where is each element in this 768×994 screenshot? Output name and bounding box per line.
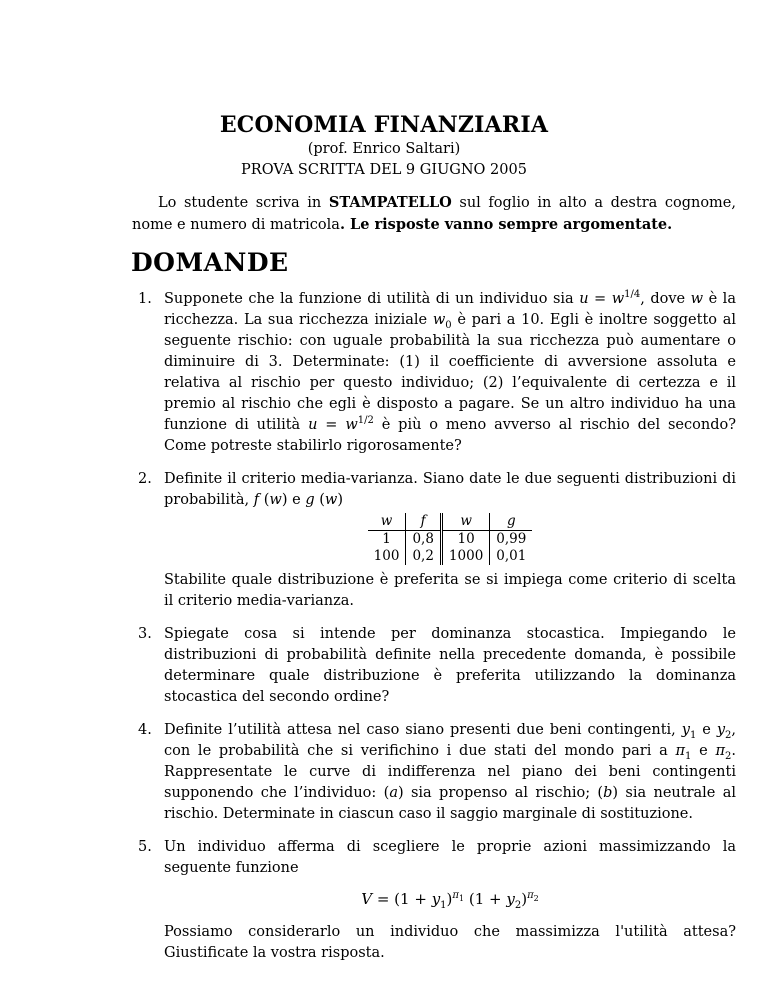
table-row	[368, 548, 533, 565]
question-number: 2.	[138, 471, 152, 487]
question-number: 4.	[138, 722, 152, 738]
table-cell: 0,99	[496, 531, 527, 547]
question-1-text: Supponete che la funzione di utilità di un individuo sia $u = w^{1/4}$, dove w è la ricchezza. La sua ricchezza iniziale $w_0$ è pari a 10. Egli è inoltre soggetto al seguente rischio: con uguale probabilità la sua ricchezza può aumentare o diminuire di 3. Determinate: (1) il coefficiente di avversione assoluta e relativa al rischio per questo individuo; (2) l’equivalente di certezza e il premio al rischio che egli è disposto a pagare. Se un altro individuo ha una funzione di utilità $u = w^{1/2}$ è più o meno avverso al rischio del secondo? Come potreste stabilirlo rigorosamente?	[164, 289, 736, 454]
instructions-text-a: Lo studente scriva in	[158, 195, 329, 211]
question-3	[132, 624, 736, 708]
instructions-text-b: sul foglio in alto a destra cognome, nome e numero di matricola	[132, 195, 736, 233]
question-3-text: Spiegate cosa si intende per dominanza stocastica. Impiegando le distribuzioni di probabilità definite nella precedente domanda, è possibile determinare quale distribuzione è preferita utilizzando la dominanza stocastica del secondo ordine?	[164, 626, 736, 705]
question-1	[132, 289, 736, 457]
professor-name: (prof. Enrico Saltari)	[307, 141, 461, 157]
table-cell: 0,8	[406, 531, 441, 549]
question-list	[132, 289, 736, 976]
question-2-followup: Stabilite quale distribuzione è preferita se si impiega come criterio di scelta il criterio media-varianza.	[164, 572, 736, 609]
table-header-cell: f	[406, 513, 441, 531]
exam-date: PROVA SCRITTA DEL 9 GIUGNO 2005	[241, 162, 527, 178]
question-4	[132, 720, 736, 825]
question-5	[132, 837, 736, 964]
question-number: 1.	[138, 291, 152, 307]
instructions	[132, 192, 736, 236]
table-cell: 1000	[441, 548, 489, 565]
question-4-text: Definite l’utilità attesa nel caso siano presenti due beni contingenti, $y_1$ e $y_2$, con le probabilità che si verifichino i due stati del mondo pari a $\pi_1$ e $\pi_2$. Rappresentate le curve di indifferenza nel piano dei beni contingenti supponendo che l’individuo: (a) sia propenso al rischio; (b) sia neutrale al rischio. Determinate in ciascun caso il saggio marginale di sostituzione.	[164, 722, 736, 822]
table-header-cell: g	[490, 513, 533, 531]
table-row	[368, 531, 533, 549]
question-2	[132, 469, 736, 612]
table-cell: 10	[441, 531, 489, 549]
question-5-followup: Possiamo considerarlo un individuo che massimizza l'utilità attesa? Giustificate la vostra risposta.	[164, 924, 736, 961]
table-cell: 100	[368, 548, 406, 565]
question-5-text: Un individuo afferma di scegliere le proprie azioni massimizzando la seguente funzione	[164, 839, 736, 876]
instructions-bold-a: STAMPATELLO	[328, 194, 452, 211]
table-cell: 0,2	[406, 548, 441, 565]
table-cell: 0,01	[496, 548, 527, 564]
table-header-cell: w	[368, 513, 406, 531]
table-header-cell: w	[441, 513, 489, 531]
section-heading: DOMANDE	[131, 248, 289, 277]
distribution-table	[368, 513, 533, 565]
instructions-bold-b: . Le risposte vanno sempre argomentate.	[339, 216, 673, 233]
question-number: 3.	[138, 626, 152, 642]
utility-formula: $V = (1 + y_1)^{\pi_1}$ $(1 + y_2)^{\pi_2}$	[361, 890, 539, 911]
table-cell: 1	[368, 531, 406, 549]
question-number: 5.	[138, 839, 152, 855]
page-title: ECONOMIA FINANZIARIA	[219, 112, 549, 138]
question-2-text: Definite il criterio media-varianza. Siano date le due seguenti distribuzioni di probabilità, f (w) e g (w)	[164, 471, 736, 508]
table-header-row	[368, 513, 533, 531]
